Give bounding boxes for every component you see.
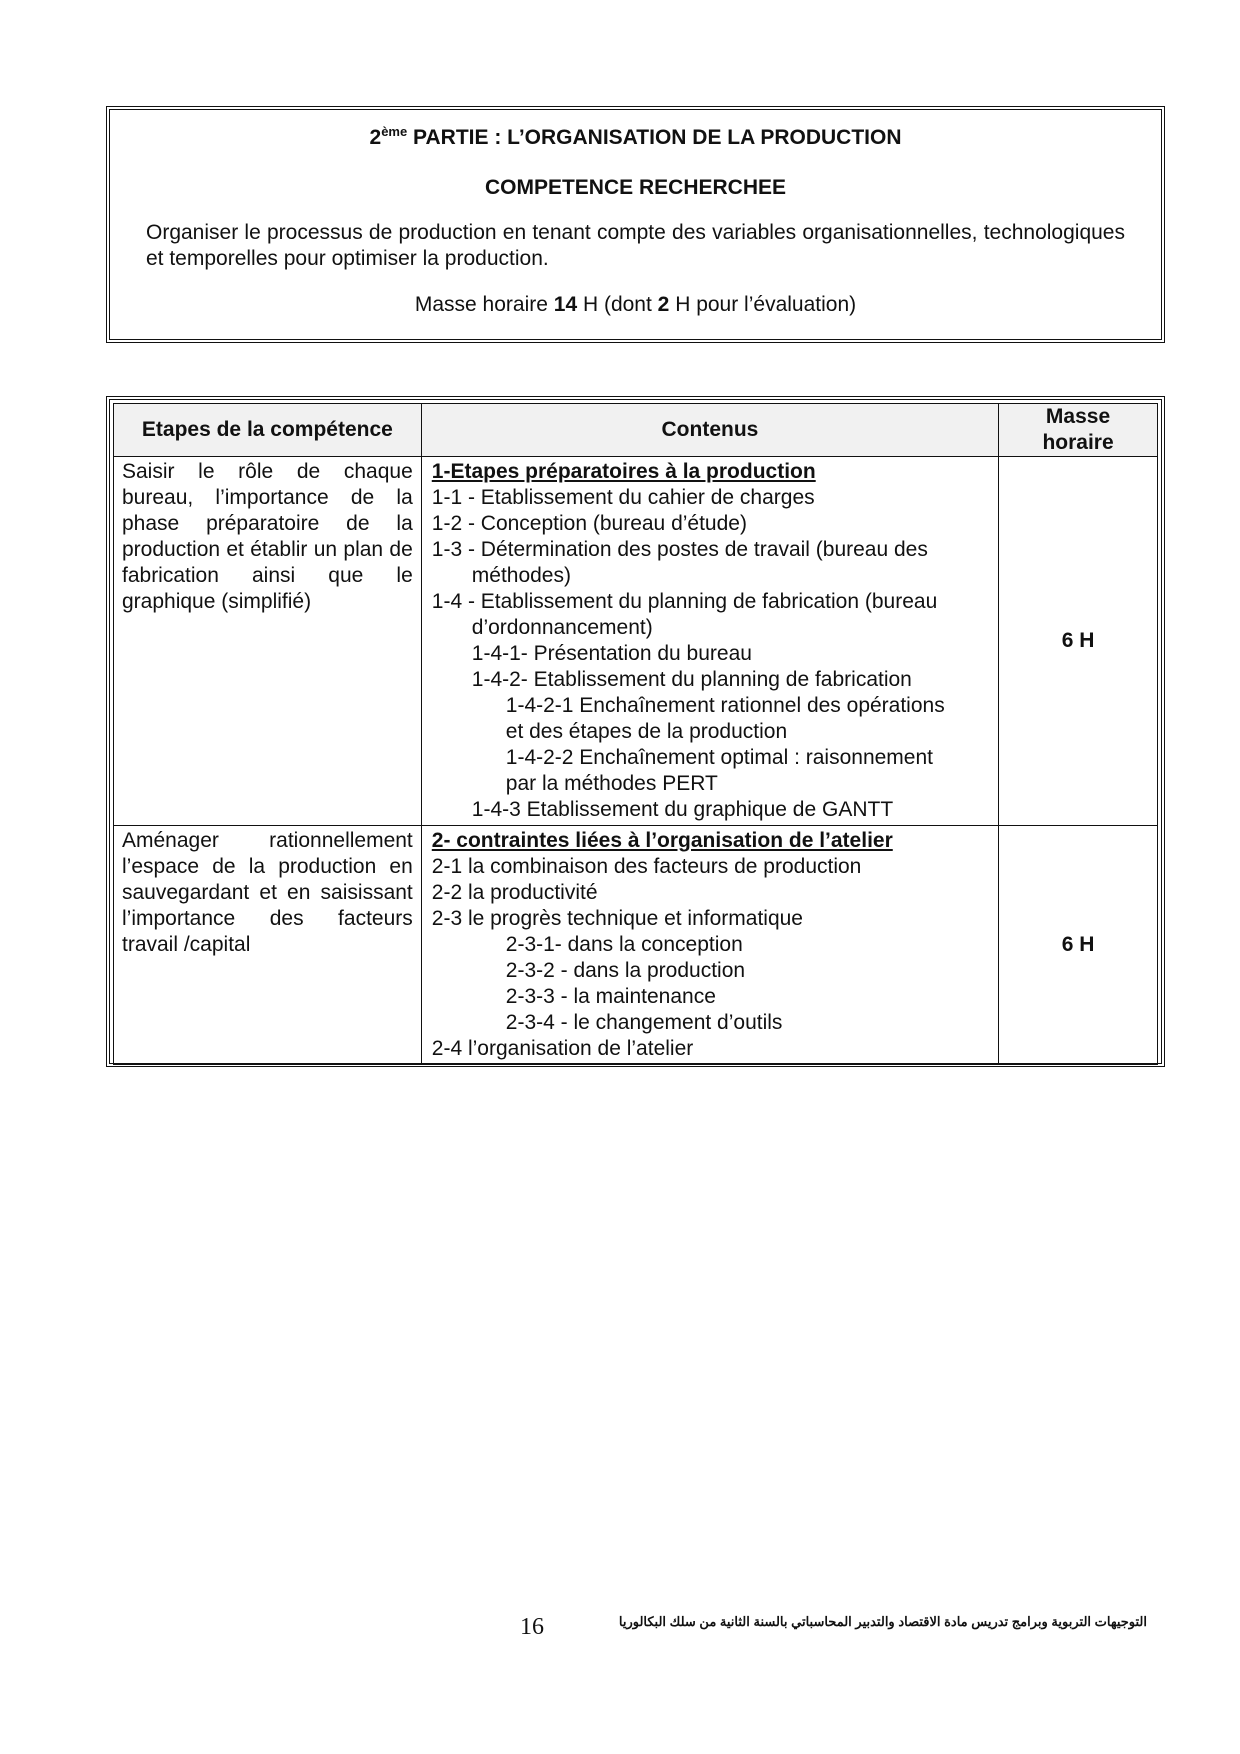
content-item: 2-3-3 - la maintenance bbox=[505, 985, 716, 1008]
masse-horaire bbox=[146, 293, 1125, 317]
content-item: 1-4-3 Etablissement du graphique de GANTT bbox=[471, 798, 894, 821]
masse-mid: H (dont bbox=[577, 293, 658, 316]
program-table bbox=[113, 403, 1158, 1065]
competence-title: COMPETENCE RECHERCHEE bbox=[484, 176, 787, 199]
content-item: et des étapes de la production bbox=[505, 720, 788, 743]
content-item: 2-3-2 - dans la production bbox=[505, 959, 746, 982]
content-item: 1-4-2- Etablissement du planning de fabrication bbox=[471, 668, 912, 691]
content-item: 2-2 la productivité bbox=[431, 881, 598, 904]
header-etapes: Etapes de la compétence bbox=[114, 404, 422, 457]
header-masse-line2: horaire bbox=[1042, 431, 1114, 454]
content-item: 2-1 la combinaison des facteurs de production bbox=[431, 855, 862, 878]
content-item: méthodes) bbox=[471, 564, 571, 587]
contenu-cell bbox=[421, 457, 998, 826]
section-title: 2- contraintes liées à l’organisation de l’atelier bbox=[431, 829, 893, 852]
part-number: 2 bbox=[369, 126, 382, 149]
table-row bbox=[114, 826, 1158, 1065]
content-item: 1-2 - Conception (bureau d’étude) bbox=[431, 512, 747, 535]
content-item: d’ordonnancement) bbox=[471, 616, 653, 639]
page-number: 16 bbox=[520, 1614, 544, 1640]
competence-text: Organiser le processus de production en tenant compte des variables organisationnelles, technologiques et temporelles pour optimiser la production. bbox=[146, 221, 1125, 270]
content-item: 1-4 - Etablissement du planning de fabrication (bureau bbox=[431, 590, 938, 613]
footer-arabic-text: التوجيهات التربوية وبرامج تدريس مادة الاقتصاد والتدبير المحاسباتي بالسنة الثانية من سلك البكالوريا bbox=[618, 1614, 1147, 1629]
header-masse-line1: Masse bbox=[1045, 405, 1111, 428]
masse-eval: 2 bbox=[657, 293, 670, 316]
content-item: 1-4-2-2 Enchaînement optimal : raisonnement bbox=[505, 746, 933, 769]
part-title-text: PARTIE : L’ORGANISATION DE LA PRODUCTION bbox=[407, 126, 902, 149]
content-item: 1-1 - Etablissement du cahier de charges bbox=[431, 486, 815, 509]
content-item: 2-3-1- dans la conception bbox=[505, 933, 743, 956]
part-title bbox=[146, 124, 1125, 150]
masse-prefix: Masse horaire bbox=[414, 293, 554, 316]
content-item: 1-4-2-1 Enchaînement rationnel des opérations bbox=[505, 694, 945, 717]
etape-cell: Aménager rationnellement l’espace de la production en sauvegardant et en saisissant l’importance des facteurs travail /capital bbox=[114, 826, 422, 1065]
content-item: 1-4-1- Présentation du bureau bbox=[471, 642, 752, 665]
header-masse bbox=[999, 404, 1158, 457]
header-contenus: Contenus bbox=[421, 404, 998, 457]
etape-cell: Saisir le rôle de chaque bureau, l’importance de la phase préparatoire de la production et établir un plan de fabrication ainsi que le graphique (simplifié) bbox=[114, 457, 422, 826]
masse-cell: 6 H bbox=[999, 457, 1158, 826]
table-header-row bbox=[114, 404, 1158, 457]
content-item: 2-3 le progrès technique et informatique bbox=[431, 907, 803, 930]
masse-hours: 14 bbox=[553, 293, 578, 316]
contenu-cell bbox=[421, 826, 998, 1065]
part-sup: ème bbox=[381, 124, 408, 139]
content-item: par la méthodes PERT bbox=[505, 772, 718, 795]
content-item: 1-3 - Détermination des postes de travail (bureau des bbox=[431, 538, 928, 561]
masse-suffix: H pour l’évaluation) bbox=[669, 293, 857, 316]
content-item: 2-4 l’organisation de l’atelier bbox=[431, 1037, 694, 1060]
masse-cell: 6 H bbox=[999, 826, 1158, 1065]
section-title: 1-Etapes préparatoires à la production bbox=[431, 460, 816, 483]
competence-box bbox=[106, 106, 1165, 343]
program-table-wrapper bbox=[106, 396, 1165, 1067]
table-row bbox=[114, 457, 1158, 826]
content-item: 2-3-4 - le changement d’outils bbox=[505, 1011, 783, 1034]
